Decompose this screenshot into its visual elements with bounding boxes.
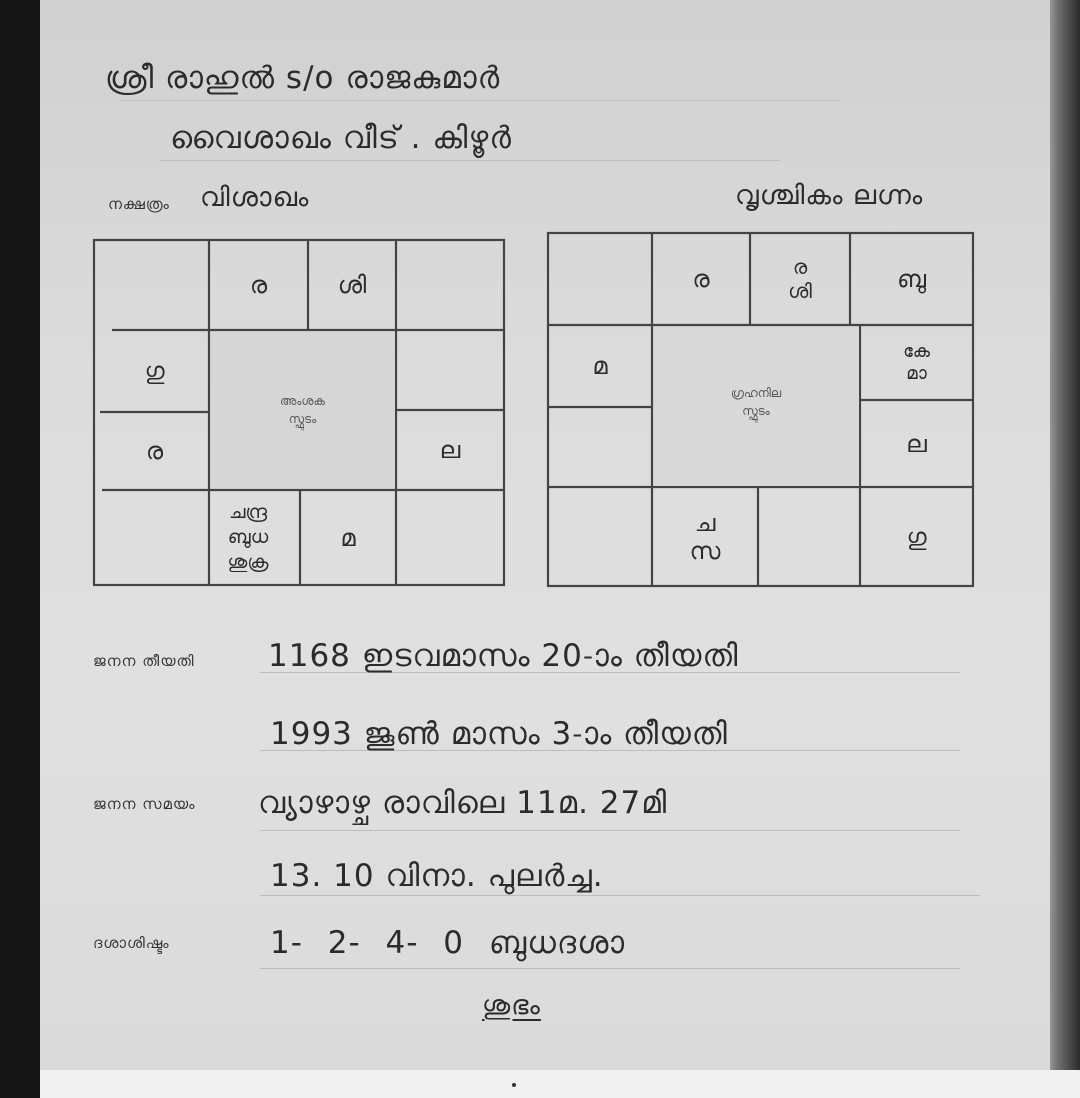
star-label: നക്ഷത്രം bbox=[108, 195, 170, 213]
amsaka-cell-bottom2 bbox=[196, 490, 300, 585]
name-line: ശ്രീ രാഹുൽ s/o രാജകുമാർ bbox=[105, 60, 501, 96]
rasi-bottom2-line1: ച bbox=[694, 508, 716, 537]
rasi-top3-line1: ര bbox=[792, 255, 808, 279]
rasi-right2-line2: മാ bbox=[906, 362, 927, 384]
rasi-bottom2-line2: സ bbox=[689, 536, 721, 565]
birth-date-line2: 1993 ജൂൺ മാസം 3-ാം തീയതി bbox=[270, 716, 728, 752]
amsaka-cell-bottom3: മ bbox=[340, 523, 356, 552]
lagna-value: വൃശ്ചികം ലഗ്നം bbox=[735, 180, 924, 211]
rasi-cell-top3 bbox=[750, 233, 850, 325]
birth-time-line2: 13. 10 വിനാ. പുലർച്ച. bbox=[270, 858, 604, 894]
rasi-cell-bottom2 bbox=[652, 487, 758, 586]
rasi-cell-top2: ര bbox=[692, 265, 710, 293]
rasi-cell-top4: ബു bbox=[897, 265, 926, 293]
rasi-center bbox=[652, 372, 860, 432]
amsaka-center-line1: അംശക bbox=[280, 394, 325, 408]
rasi-top3-line2: ശി bbox=[788, 279, 812, 303]
footer-text: ശുഭം bbox=[482, 990, 541, 1021]
amsaka-cell-right3: ല bbox=[439, 436, 461, 464]
amsaka-cell-left2: ഗു bbox=[144, 357, 165, 385]
house-line: വൈശാഖം വീട് . കിഴൂർ bbox=[170, 120, 512, 156]
amsaka-cell-top2: ര bbox=[249, 271, 268, 299]
rasi-cell-right2 bbox=[860, 325, 973, 400]
star-value: വിശാഖം bbox=[200, 182, 310, 213]
bottom-strip bbox=[40, 1070, 1080, 1098]
birth-time-line1: വ്യാഴാഴ്ച രാവിലെ 11മ. 27മി bbox=[258, 785, 668, 821]
rasi-cell-bottom4: ഗു bbox=[906, 522, 927, 551]
birth-date-line1: 1168 ഇടവമാസം 20-ാം തീയതി bbox=[268, 638, 739, 674]
amsaka-cell-left3: ര bbox=[145, 437, 164, 465]
bottom-dot bbox=[512, 1083, 516, 1087]
rasi-cell-left2: മ bbox=[592, 352, 608, 380]
balance-value: 1- 2- 4- 0 ബുധദശാ bbox=[270, 925, 626, 961]
amsaka-bottom2-line2: ബുധ bbox=[227, 526, 269, 548]
rasi-center-line2: സ്ഫുടം bbox=[742, 404, 770, 418]
rasi-right2-line1: കേ bbox=[903, 340, 930, 362]
amsaka-center-line2: സ്ഫുടം bbox=[288, 412, 317, 426]
rasi-cell-right3: ല bbox=[906, 429, 927, 458]
birth-time-label: ജനന സമയം bbox=[93, 795, 196, 813]
amsaka-bottom2-line1: ചന്ദ്ര bbox=[228, 501, 268, 523]
rasi-center-line1: ഗ്രഹനില bbox=[730, 386, 782, 400]
balance-label: ദശാശിഷ്ടം bbox=[93, 934, 170, 952]
amsaka-cell-top3: ശി bbox=[337, 271, 367, 299]
amsaka-center bbox=[209, 380, 396, 440]
amsaka-bottom2-line3: ശുക്ര bbox=[227, 551, 269, 573]
birth-date-label: ജനന തീയതി bbox=[93, 652, 195, 670]
